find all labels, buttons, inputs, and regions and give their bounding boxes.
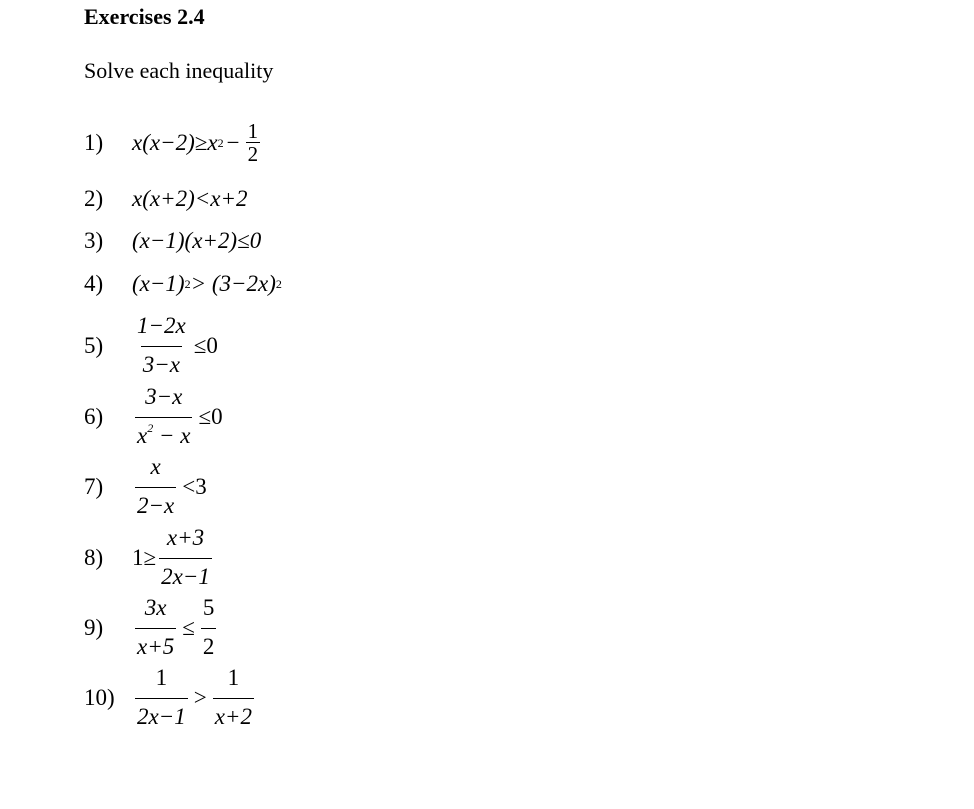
fraction: $\frac{1-2x}{3-x}$: [137, 313, 186, 378]
exercise-expression: x(x−2)≥x 2 − $\frac{1}{2}$: [132, 119, 259, 167]
fraction: $\frac{1}{x+2}$: [214, 665, 252, 730]
exercise-expression: x(x+2)<x+2: [132, 186, 248, 211]
exercise-number: 6): [84, 403, 104, 429]
exercise-number: 2): [84, 186, 104, 211]
instruction-text: Solve each inequality: [84, 58, 274, 83]
exercise-6: [84, 385, 226, 448]
exercise-1: [84, 120, 263, 165]
exercise-9: [84, 596, 219, 659]
exercise-expression: $\frac{1}{2x-1}$ > $\frac{1}{x+2}$: [137, 665, 252, 730]
exercise-7: [84, 455, 210, 518]
fraction: $\frac{1}{2x-1}$: [137, 665, 186, 730]
exercise-expression: (x−1)(x+2)≤0: [132, 228, 262, 253]
exercise-2: [84, 186, 248, 212]
exercise-expression: (x−1) 2 > (3−2x) 2: [132, 271, 282, 296]
exercise-number: 1): [84, 129, 104, 155]
exercise-number: 10): [84, 684, 115, 710]
exercise-expression: $\frac{3-x}{x^2 - x}$ ≤0: [137, 384, 223, 449]
fraction: $\frac{5}{2}$: [202, 595, 215, 660]
fraction: $\frac{x+3}{2x-1}$: [161, 525, 210, 590]
exercise-number: 9): [84, 614, 104, 640]
exercise-5: [84, 314, 221, 377]
exercise-number: 4): [84, 271, 104, 296]
exercise-number: 3): [84, 228, 104, 253]
exercise-8: [84, 526, 215, 589]
fraction: $\frac{x}{2-x}$: [137, 454, 175, 519]
exercises-heading: Exercises 2.4: [84, 4, 205, 29]
exercise-expression: $\frac{x}{2-x}$ <3: [137, 454, 207, 519]
exercise-expression: $\frac{3x}{x+5}$ ≤ $\frac{5}{2}$: [137, 595, 215, 660]
exercise-expression: $\frac{1-2x}{3-x}$ ≤0: [137, 313, 218, 378]
exercise-number: 7): [84, 473, 104, 499]
fraction: $\frac{1}{2}$: [247, 119, 259, 167]
exercise-10: [84, 666, 257, 729]
exercise-number: 5): [84, 332, 104, 358]
exercise-expression: 1≥ $\frac{x+3}{2x-1}$: [132, 525, 210, 590]
fraction: $\frac{3x}{x+5}$: [137, 595, 175, 660]
exercise-number: 8): [84, 544, 104, 570]
exercise-3: [84, 228, 261, 254]
fraction: $\frac{3-x}{x^2 - x}$: [137, 384, 191, 449]
exercise-4: [84, 271, 282, 297]
